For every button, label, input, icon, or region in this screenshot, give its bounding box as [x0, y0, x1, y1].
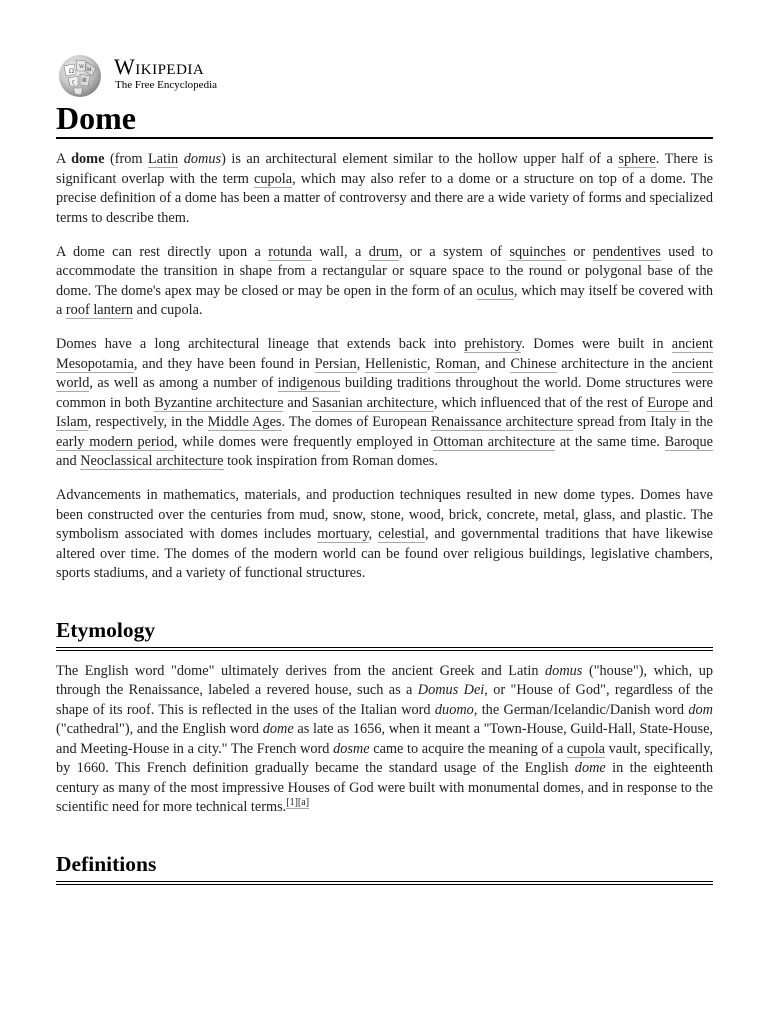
section-heading-etymology: Etymology [56, 616, 713, 651]
bold-term: dome [71, 151, 105, 167]
svg-text:Ω: Ω [69, 68, 74, 75]
link-rotunda[interactable]: rotunda [268, 243, 312, 260]
link-roman[interactable]: Roman [435, 355, 477, 372]
svg-text:ζ: ζ [72, 80, 75, 86]
link-hellenistic[interactable]: Hellenistic [365, 355, 427, 372]
link-roof-lantern[interactable]: roof lantern [65, 302, 134, 318]
link-indigenous[interactable]: indigenous [277, 375, 341, 391]
link-mortuary[interactable]: mortuary [317, 526, 369, 542]
intro-paragraph-3: Domes have a long architectural lineage that extends back into prehistory. Domes were built in ancient Mesopotamia, and they have been found in Persian, Hellenistic, Roman, and Chinese architecture in the ancient world, as well as among a number of indigenous building traditions throughout the world. Dome structures were common in both Byzantine architecture and Sasanian architecture, which influenced that of the rest of Europe and Islam, respectively, in the Middle Ages. The domes of European Renaissance architecture spread from Italy in the early modern period, while domes were frequently employed in Ottoman architecture at the same time. Baroque and Neoclassical architecture took inspiration from Roman domes. [56, 336, 714, 469]
link-early-modern-period[interactable]: early modern period [56, 433, 175, 450]
link-prehistory[interactable]: prehistory [464, 336, 522, 352]
note-link-a[interactable]: [a] [297, 797, 310, 809]
link-ottoman-architecture[interactable]: Ottoman architecture [433, 433, 556, 450]
wikipedia-globe-logo-icon[interactable] [56, 54, 104, 98]
link-persian[interactable]: Persian [314, 355, 357, 372]
link-neoclassical-architecture[interactable]: Neoclassical architecture [80, 453, 224, 469]
etymology-paragraph: The English word "dome" ultimately derives from the ancient Greek and Latin domus ("house"), which, up through the Renaissance, labeled a revered house, such as a Domus Dei, or "House of God", regardless of the shape of its roof. This is reflected in the uses of the Italian word duomo, the German/Icelandic/Danish word dom ("cathedral"), and the English word dome as late as 1656, when it meant a "Town-House, Guild-Hall, State-House, and Meeting-House in a city." The French word dosme came to acquire the meaning of a cupola vault, specifically, by 1660. This French definition gradually became the standard usage of the English dome in the eighteenth century as many of the most impressive Houses of God were built with monumental domes, and in response to the scientific need for more technical terms.[1][a] [56, 662, 714, 815]
page-title: Dome [56, 100, 713, 139]
intro-paragraph-1: A dome (from Latin domus) is an architectural element similar to the hollow upper half of a sphere. There is significant overlap with the term cupola, which may also refer to a dome or a structure on top of a dome. The precise definition of a dome has been a matter of controversy and there are a wide variety of forms and specialized terms to describe them. [56, 151, 713, 226]
link-cupola[interactable]: cupola [253, 170, 293, 187]
link-islam[interactable]: Islam [56, 414, 88, 430]
link-europe[interactable]: Europe [647, 394, 689, 411]
svg-text:И: И [87, 67, 92, 73]
intro-paragraph-4: Advancements in mathematics, materials, and production techniques resulted in new dome types. Domes have been constructed over the centuries from mud, snow, stone, wood, brick, concrete, metal, glass, and plastic. The symbolism associated with domes includes mortuary, celestial, and governmental traditions that have likewise altered over time. The domes of the modern world can be found over religious buildings, legislative chambers, sports stadiums, and a variety of functional structures. [56, 487, 713, 581]
link-drum[interactable]: drum [368, 243, 399, 260]
citation-1 [286, 797, 309, 809]
wikipedia-tagline: The Free Encyclopedia [115, 79, 218, 91]
link-ancient-world[interactable]: ancient world [56, 355, 713, 391]
link-baroque[interactable]: Baroque [664, 433, 713, 450]
link-pendentives[interactable]: pendentives [592, 243, 661, 260]
link-latin[interactable]: Latin [148, 151, 179, 167]
link-middle-ages[interactable]: Middle Ages [207, 414, 282, 430]
link-byzantine-architecture[interactable]: Byzantine architecture [154, 394, 284, 411]
intro-paragraph-2: A dome can rest directly upon a rotunda wall, a drum, or a system of squinches or pendentives used to accommodate the transition in shape from a rectangular or square space to the round or polygonal base of the dome. The dome's apex may be closed or may be open in the form of an oculus, which may itself be covered with a roof lantern and cupola. [56, 243, 714, 318]
article-page [56, 0, 713, 885]
section-heading-definitions: Definitions [56, 850, 713, 885]
site-header [56, 0, 713, 100]
link-renaissance-architecture[interactable]: Renaissance architecture [431, 414, 574, 430]
reference-link-1[interactable]: [1] [286, 797, 298, 809]
link-sphere[interactable]: sphere [618, 151, 656, 167]
link-sasanian-architecture[interactable]: Sasanian architecture [311, 394, 435, 411]
svg-text:維: 維 [82, 78, 88, 84]
link-cupola-etymology[interactable]: cupola [566, 740, 606, 757]
link-oculus[interactable]: oculus [476, 282, 514, 299]
link-ancient-mesopotamia[interactable]: ancient Mesopotamia [56, 336, 713, 372]
link-squinches[interactable]: squinches [509, 243, 566, 260]
link-celestial[interactable]: celestial [378, 526, 425, 542]
svg-text:W: W [79, 64, 85, 70]
wikipedia-wordmark[interactable]: Wikipedia [114, 54, 205, 79]
link-chinese[interactable]: Chinese [510, 355, 557, 372]
